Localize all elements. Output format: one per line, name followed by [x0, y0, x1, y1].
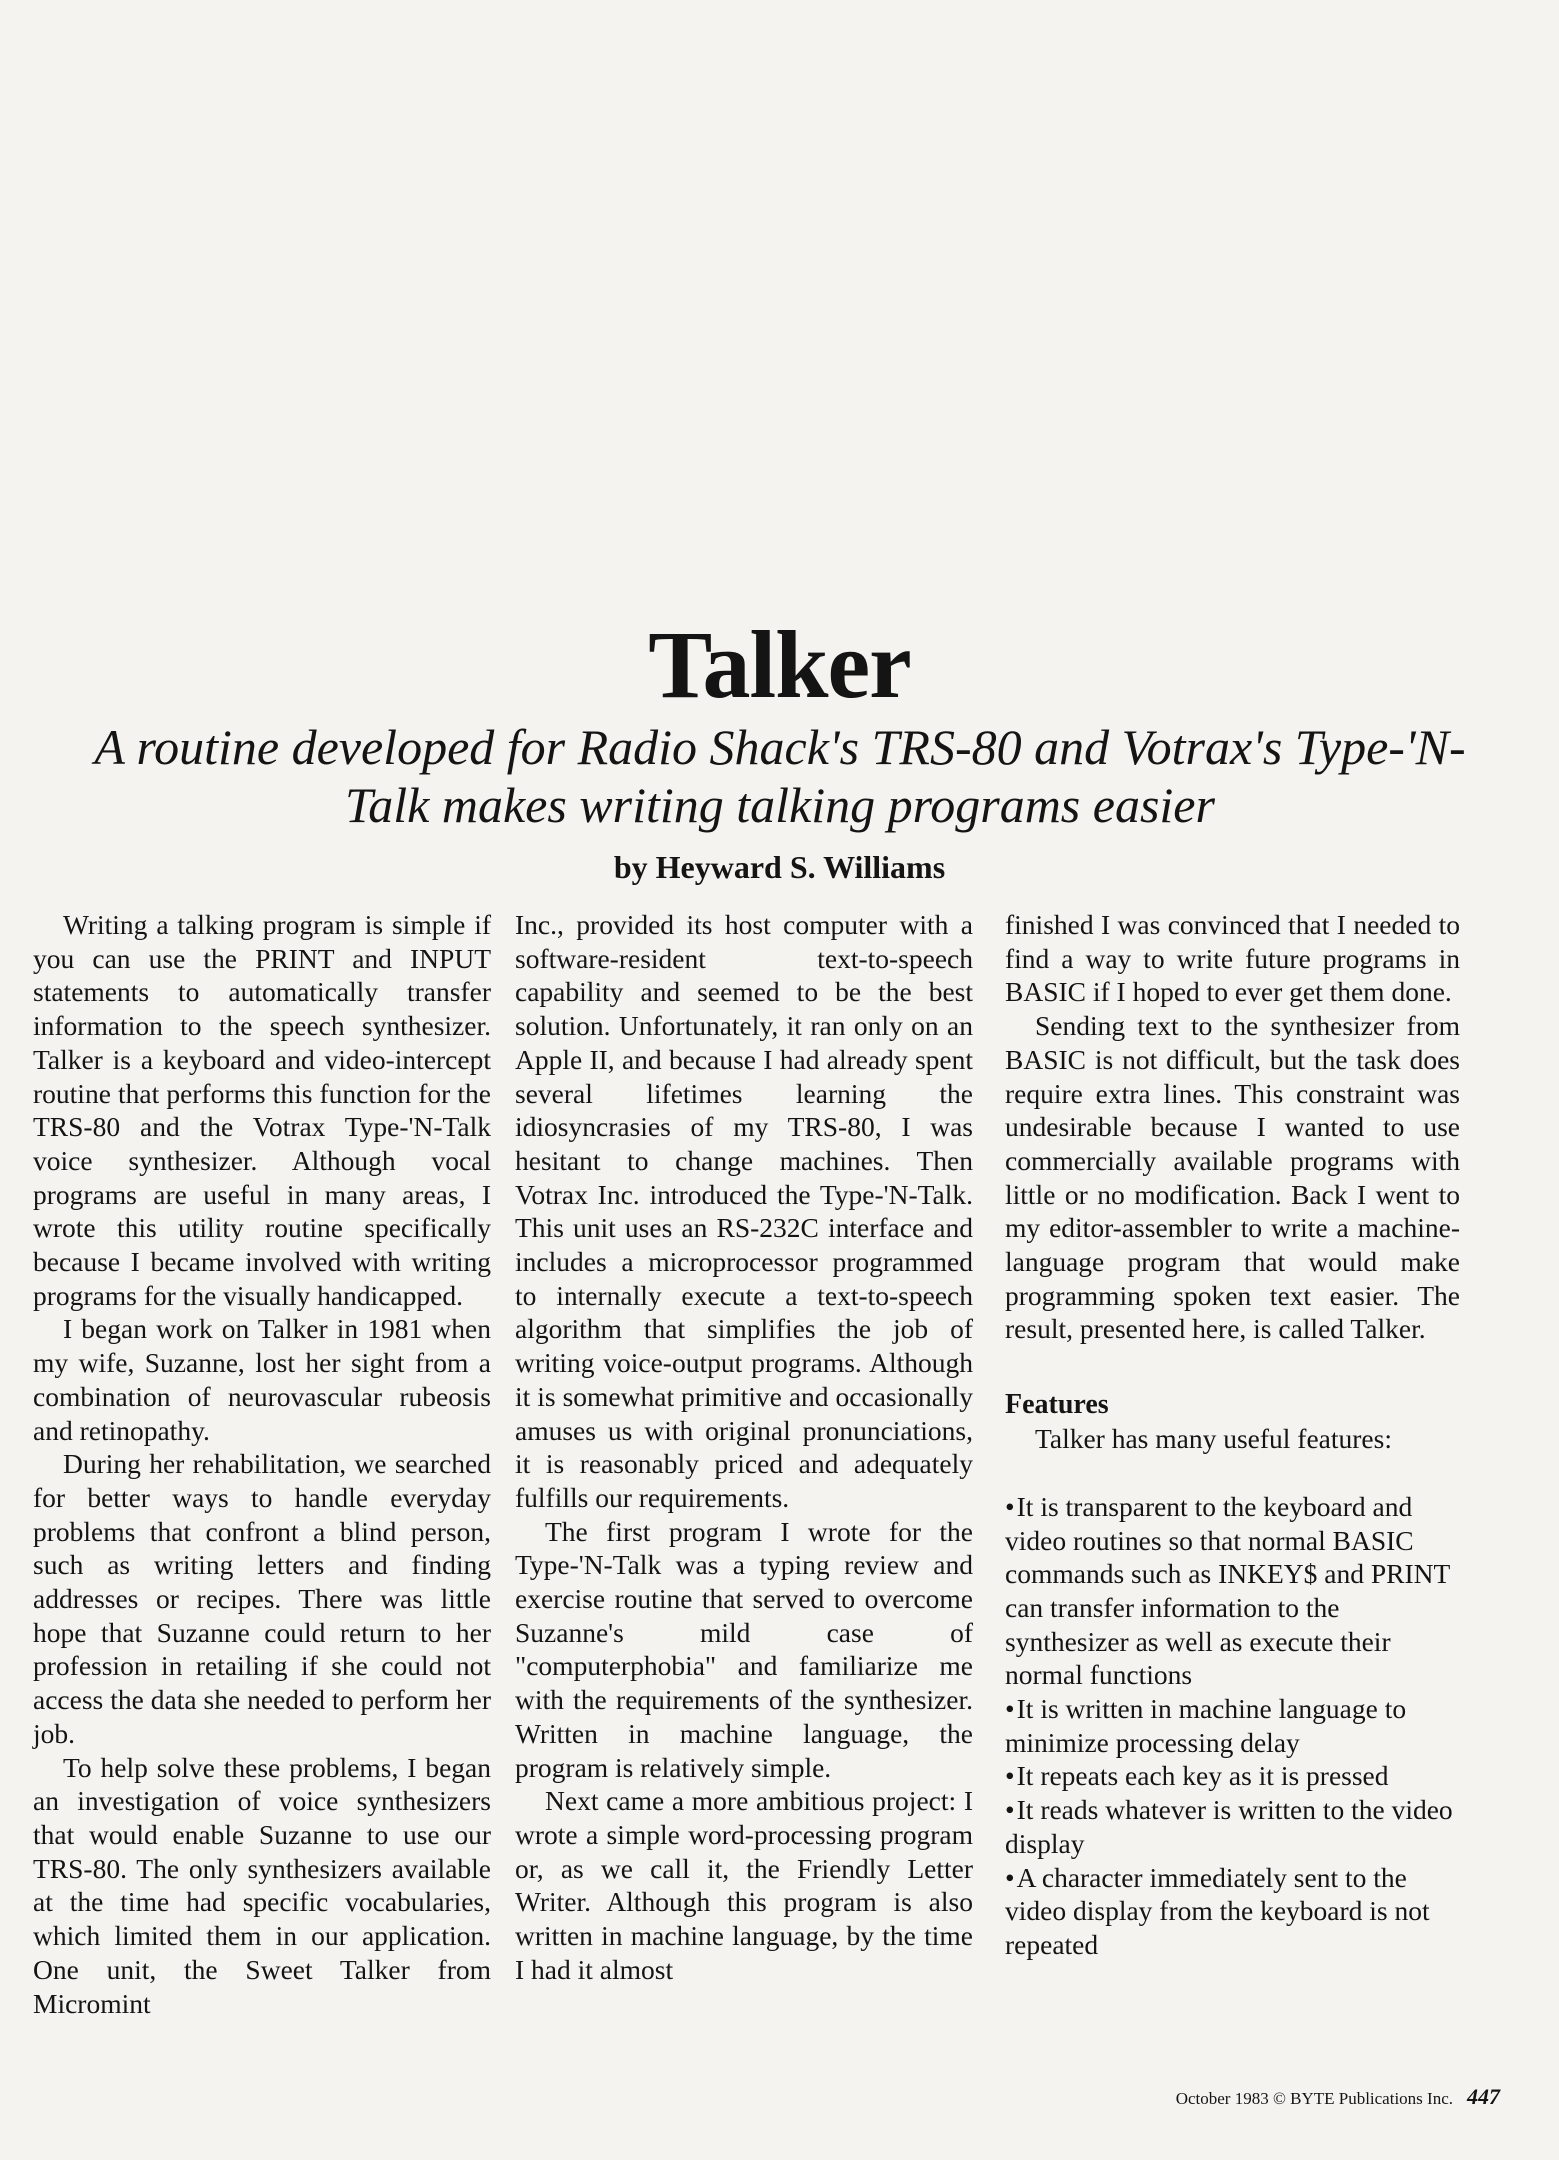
article-subtitle: A routine developed for Radio Shack's TRS-80 and Votrax's Type-'N-Talk makes writing talking programs easier [94, 719, 1466, 833]
paragraph: Next came a more ambitious project: I wrote a simple word-processing program or, as we call it, the Friendly Letter Writer. Although this program is also written in machine language, by the time I had it almost [515, 1785, 973, 1985]
article-byline: by Heyward S. Williams [613, 849, 946, 885]
bullet-icon: • [1005, 1693, 1015, 1725]
paragraph: Writing a talking program is simple if you can use the PRINT and INPUT statements to automatically transfer information to the speech synthesizer. Talker is a keyboard and video-intercept routine that performs this function for the TRS-80 and the Votrax Type-'N-Talk voice synthesizer. Although vocal programs are useful in many areas, I wrote this utility routine specifically because I became involved with writing programs for the visually handicapped. [33, 909, 491, 1311]
bullet-icon: • [1005, 1760, 1015, 1792]
section-heading-features: Features [1005, 1389, 1109, 1421]
list-item: •It repeats each key as it is pressed [1005, 1760, 1389, 1792]
page-number: 447 [1467, 2084, 1500, 2109]
list-item: •It is written in machine language to minimize processing delay [1005, 1693, 1407, 1758]
feature-list [1005, 1490, 1460, 1962]
paragraph: Sending text to the synthesizer from BASIC is not difficult, but the task does require extra lines. This constraint was undesirable because I wanted to use commercially available programs with little or no modification. Back I went to my editor-assembler to write a machine-language program that would make programming spoken text easier. The result, presented here, is called Talker. [1005, 1010, 1460, 1345]
paragraph: The first program I wrote for the Type-'N-Talk was a typing review and exercise routine that served to overcome Suzanne's mild case of "computerphobia" and familiarize me with the requirements of the synthesizer. Written in machine language, the program is relatively simple. [515, 1515, 973, 1783]
article-title: Talker [648, 611, 911, 718]
list-item: •A character immediately sent to the video display from the keyboard is not repeated [1005, 1861, 1430, 1960]
features-intro: Talker has many useful features: [1035, 1423, 1392, 1455]
text-column-3 [1005, 908, 1460, 1962]
paragraph: During her rehabilitation, we searched for better ways to handle everyday problems that confront a blind person, such as writing letters and finding addresses or recipes. There was little hope that Suzanne could return to her profession in retailing if she could not access the data she needed to perform her job. [33, 1448, 491, 1749]
paragraph: I began work on Talker in 1981 when my wife, Suzanne, lost her sight from a combination of neurovascular rubeosis and retinopathy. [33, 1313, 491, 1446]
list-item: •It reads whatever is written to the video display [1005, 1794, 1453, 1859]
list-item: •It is transparent to the keyboard and video routines so that normal BASIC commands such as INKEY$ and PRINT can transfer information to the synthesizer as well as execute their normal functions [1005, 1490, 1450, 1691]
bullet-icon: • [1005, 1794, 1015, 1826]
paragraph: Inc., provided its host computer with a software-resident text-to-speech capability and seemed to be the best solution. Unfortunately, it ran only on an Apple II, and because I had already spent several lifetimes learning the idiosyncrasies of my TRS-80, I was hesitant to change machines. Then Votrax Inc. introduced the Type-'N-Talk. This unit uses an RS-232C interface and includes a microprocessor programmed to internally execute a text-to-speech algorithm that simplifies the job of writing voice-output programs. Although it is somewhat primitive and occasionally amuses us with original pronunciations, it is reasonably priced and adequately fulfills our requirements. [515, 909, 973, 1513]
paragraph: To help solve these problems, I began an investigation of voice synthesizers that would enable Suzanne to use our TRS-80. The only synthesizers available at the time had specific vocabularies, which limited them in our application. One unit, the Sweet Talker from Micromint [33, 1751, 491, 2019]
bullet-icon: • [1005, 1490, 1015, 1522]
text-column-1 [33, 908, 491, 2020]
paragraph: finished I was convinced that I needed to find a way to write future programs in BASIC if I hoped to ever get them done. [1005, 909, 1460, 1008]
text-column-2 [515, 908, 973, 1987]
footer-credit: October 1983 © BYTE Publications Inc. [1175, 2089, 1453, 2108]
page-footer [1080, 2086, 1500, 2110]
bullet-icon: • [1005, 1861, 1015, 1893]
